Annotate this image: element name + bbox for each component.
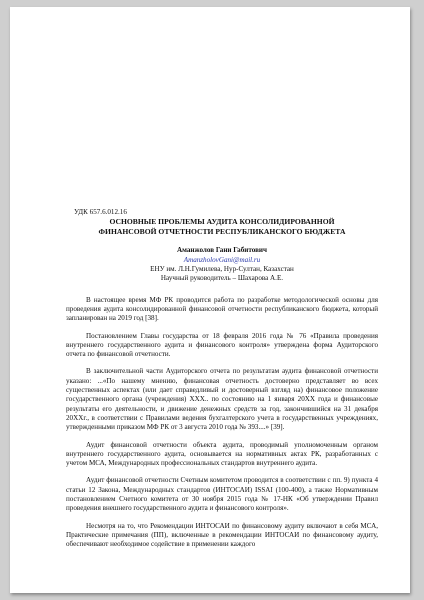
document-page: [10, 7, 410, 593]
body-paragraph: Несмотря на то, что Рекомендации ИНТОСАИ по финансовому аудиту включают в себя МСА, Практические примечания (ПП), включенные в рекомендации ИНТОСАИ по финансовому аудиту, обеспечивают необходимое содействие в применении каждого: [66, 521, 378, 549]
body-paragraph: Аудит финансовой отчетности объекта аудита, проводимый уполномоченным органом внутреннего государственного аудита, основывается на нормативных актах РК, разработанных с учетом МСА, Международных профессиональных стандартов внутреннего аудита.: [66, 440, 378, 468]
body-paragraph: Аудит финансовой отчетности Счетным комитетом проводится в соответствии с пп. 9) пункта 4 статьи 12 Закона, Международных стандартов (ИНТОСАИ) ISSAI (100-400), а также Нормативным постановлением Счетного комитета от 30 ноября 2015 года № 17-НК «Об утверждении Правил проведения внешнего государственного аудита и финансового контроля».: [66, 476, 378, 513]
body-paragraph: Постановлением Главы государства от 18 февраля 2016 года № 76 «Правила проведения внутреннего государственного аудита и финансового контроля» утверждена форма Аудиторского отчета по финансовой отчетности.: [66, 331, 378, 359]
author-name: Аманжолов Гани Габитович: [176, 246, 268, 255]
body-paragraph: В заключительной части Аудиторского отчета по результатам аудита финансовой отчетности указано: ...«По нашему мнению, финансовая отчетность достоверно представляет во всех существенных аспектах (или дает справедливый и достоверный взгляд на) финансовое положение государственного органа (учреждения) XXX.. по состоянию на 1 января 20XX года и финансовые результаты его деятельности, и движение денежных средств за год, закончившийся на 31 декабря 20XXг., в соответствии с Правилами ведения бухгалтерского учета в государственных учреждениях, утвержденными приказом МФ РК от 3 августа 2010 года № 393....» [39].: [66, 367, 378, 432]
document-title: [66, 217, 378, 236]
scientific-supervisor: Научный руководитель – Шахарова А.Е.: [160, 274, 284, 283]
author-affiliation: ЕНУ им. Л.Н.Гумилева, Нур-Султан, Казахстан: [150, 265, 294, 274]
title-line-2: ФИНАНСОВОЙ ОТЧЕТНОСТИ РЕСПУБЛИКАНСКОГО БЮДЖЕТА: [98, 226, 346, 236]
udc-code: УДК 657.6.012.16: [74, 208, 127, 216]
document-content: [66, 208, 378, 550]
author-email[interactable]: AmanzholovGani@mail.ru: [183, 255, 261, 264]
body-paragraph: В настоящее время МФ РК проводится работа по разработке методологической основы для проведения аудита консолидированной финансовой отчетности республиканского бюджета, который запланирован на 2019 год [38].: [66, 295, 378, 323]
title-line-1: ОСНОВНЫЕ ПРОБЛЕМЫ АУДИТА КОНСОЛИДИРОВАННОЙ: [109, 217, 335, 227]
